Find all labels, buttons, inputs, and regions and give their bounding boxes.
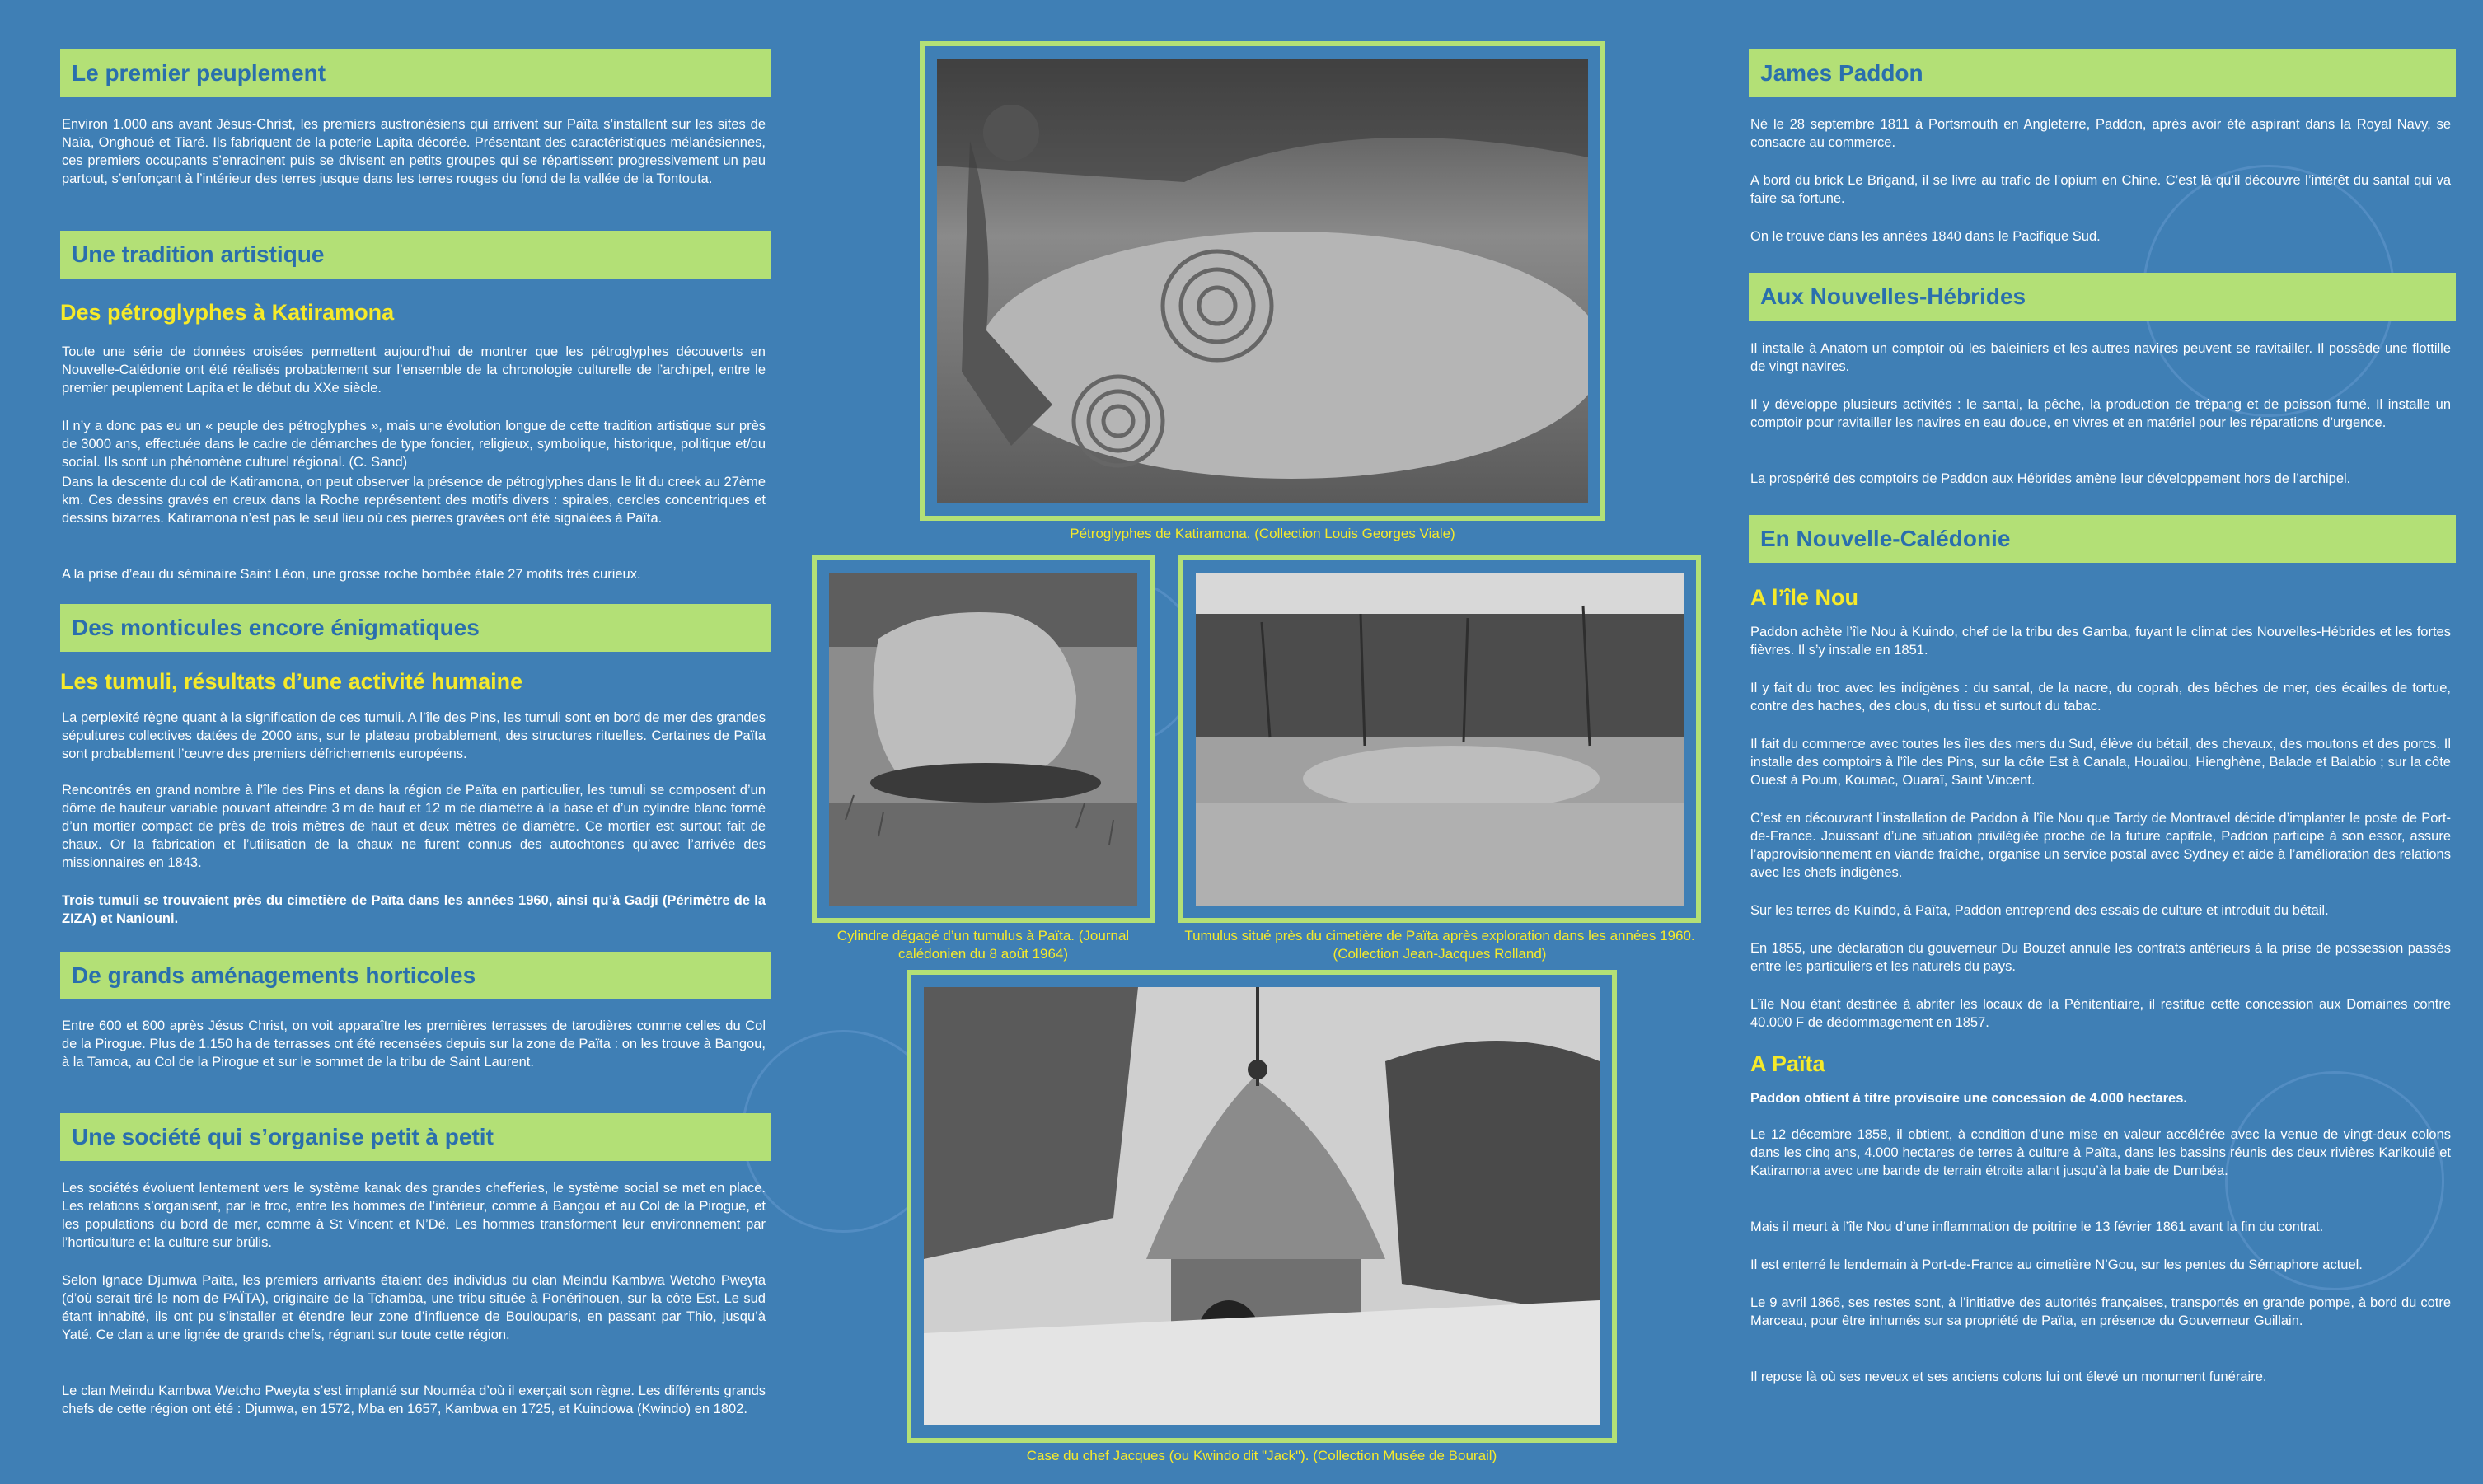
paragraph: Il y développe plusieurs activités : le santal, la pêche, la production de trépang et de poisson fumé. Il installe un comptoir pour ravitailler les navires en eau douce, en vivres et en matériel pour les réparations d’urgence. [1750, 397, 2451, 430]
paragraph: C’est en découvrant l’installation de Paddon à l’île Nou que Tardy de Montravel décide d’implanter le poste de Port-de-France. Jouissant d’une situation privilégiée proche de la future capitale, Paddon participe à son essor, assure l’approvisionnement en viande fraîche, organise un service postal avec Sydney et aide à l’amélioration des relations avec les chefs indigènes. [1750, 811, 2451, 880]
tumulus-cylinder-photo [829, 573, 1137, 906]
case-chef-photo [924, 987, 1600, 1425]
caption-tumulus: Tumulus situé près du cimetière de Païta après exploration dans les années 1960. (Collection Jean-Jacques Rolland) [1184, 928, 1695, 962]
paragraph: Il repose là où ses neveux et ses anciens colons lui ont élevé un monument funéraire. [1750, 1369, 2267, 1384]
caption-case-chef: Case du chef Jacques (ou Kwindo dit "Jack"). (Collection Musée de Bourail) [1026, 1448, 1497, 1463]
photo-frame [812, 555, 1155, 923]
paragraph: Le clan Meindu Kambwa Wetcho Pweyta s’est implanté sur Nouméa d’où il exerçait son règne. Les différents grands chefs de cette région ont été : Djumwa, en 1572, Mba en 1657, Kambwa en 1725, et Kuindowa (Kwindo) en 1802. [62, 1383, 766, 1416]
heading-tradition-artistique: Une tradition artistique [60, 231, 771, 279]
paragraph: Il est enterré le lendemain à Port-de-France au cimetière N’Gou, sur les pentes du Sémaphore actuel. [1750, 1257, 2363, 1272]
photo-frame [1178, 555, 1701, 923]
tumulus-landscape-photo [1196, 573, 1684, 906]
paragraph: Trois tumuli se trouvaient près du cimetière de Païta dans les années 1960, ainsi qu’à Gadji (Périmètre de la ZIZA) et Naniouni. [62, 893, 766, 926]
paragraph: Les sociétés évoluent lentement vers le système kanak des grandes chefferies, le système social se met en place. Les relations s’organisent, par le troc, entre les hommes de l’intérieur, comme à Bangou et au Col de la Pirogue, et les populations du bord de mer, comme à St Vincent et N’Dé. Les hommes transforment leur environnement par l’horticulture et la culture sur brûlis. [62, 1181, 766, 1250]
heading-nouvelle-caledonie: En Nouvelle-Calédonie [1749, 515, 2456, 563]
paragraph: Selon Ignace Djumwa Païta, les premiers arrivants étaient des individus du clan Meindu Kambwa Wetcho Pweyta (d’où serait tiré le nom de PAÏTA), originaire de la Tchamba, une tribu située à Ponérihouen, sur la côte Est. Le sud étant inhabité, ils ont pu s’installer et étendre leur zone d’influence de Boulouparis, en passant par Thio, jusqu’à Yaté. Ce clan a une lignée de grands chefs, régnant sur toute cette région. [62, 1273, 766, 1342]
paragraph: La prospérité des comptoirs de Paddon aux Hébrides amène leur développement hors de l’archipel. [1750, 471, 2351, 486]
paragraph: Toute une série de données croisées permettent aujourd’hui de montrer que les pétroglyphes découverts en Nouvelle-Calédonie ont été réalisés probablement sur l’ensemble de la chronologie culturelle de l’archipel, entre le premier peuplement Lapita et le début du XXe siècle. [62, 344, 766, 396]
caption-petroglyphes: Pétroglyphes de Katiramona. (Collection Louis Georges Viale) [1070, 526, 1455, 541]
subheading-petroglyphes: Des pétroglyphes à Katiramona [60, 300, 395, 325]
paragraph: Sur les terres de Kuindo, à Païta, Paddon entreprend des essais de culture et introduit du bétail. [1750, 903, 2329, 918]
paragraph: Rencontrés en grand nombre à l’île des Pins et dans la région de Païta en particulier, les tumuli se composent d’un dôme de hauteur variable pouvant atteindre 3 m de haut et 12 m de diamètre à la base et d’un cylindre blanc formé d’un mortier compact de près de trois mètres de haut et deux mètres de diamètre. Ce mortier est surtout fait de chaux. Or la fabrication et l’utilisation de la chaux ne furent connus des autochtones qu’avec l’arrivée des missionnaires en 1843. [62, 783, 766, 870]
paragraph: Il n’y a donc pas eu un « peuple des pétroglyphes », mais une évolution longue de cette tradition artistique sur près de 3000 ans, effectuée dans le cadre de démarches de type foncier, religieux, symbolique, historique, politique et/ou social. Ils sont un phénomène culturel régional. (C. Sand) [62, 419, 766, 470]
paragraph: Paddon obtient à titre provisoire une concession de 4.000 hectares. [1750, 1091, 2187, 1106]
petroglyph-photo [937, 59, 1588, 503]
paragraph: Mais il meurt à l’île Nou d’une inflammation de poitrine le 13 février 1861 avant la fin du contrat. [1750, 1220, 2324, 1234]
paragraph: Né le 28 septembre 1811 à Portsmouth en Angleterre, Paddon, après avoir été aspirant dans la Royal Navy, se consacre au commerce. [1750, 117, 2451, 150]
paragraph: Paddon achète l’île Nou à Kuindo, chef de la tribu des Gamba, fuyant le climat des Nouvelles-Hébrides et les fortes fièvres. Il s’y installe en 1851. [1750, 625, 2451, 658]
paragraph: L’île Nou étant destinée à abriter les locaux de la Pénitentiaire, il restitue cette concession aux Domaines contre 40.000 F de dédommagement en 1857. [1750, 997, 2451, 1030]
heading-amenagements-horticoles: De grands aménagements horticoles [60, 952, 771, 999]
subheading-a-paita: A Païta [1750, 1051, 1825, 1076]
paragraph: Dans la descente du col de Katiramona, on peut observer la présence de pétroglyphes dans le lit du creek au 27ème km. Ces dessins gravés en creux dans la Roche représentent des motifs divers : spirales, cercles concentriques et dessins bizarres. Katiramona n’est pas le seul lieu où ces pierres gravées ont été signalées à Païta. [62, 475, 766, 526]
paragraph: Environ 1.000 ans avant Jésus-Christ, les premiers austronésiens qui arrivent sur Païta s’installent sur les sites de Naïa, Onghoué et Tiaré. Ils fabriquent de la poterie Lapita décorée. Présentant des caractéristiques mélanésiennes, ces premiers occupants s’enracinent puis se divisent en petits groupes qui se répartissent progressivement un peu partout, s’enfonçant à l’intérieur des terres jusque dans les terres rouges du fond de la vallée de la Tontouta. [62, 117, 766, 186]
heading-nouvelles-hebrides: Aux Nouvelles-Hébrides [1749, 273, 2456, 321]
subheading-tumuli: Les tumuli, résultats d’une activité humaine [60, 669, 523, 694]
paragraph: Entre 600 et 800 après Jésus Christ, on voit apparaître les premières terrasses de tarodières comme celles du Col de la Pirogue. Plus de 1.150 ha de terrasses ont été recensées depuis sur la zone de Païta : on les trouve à Bangou, à la Tamoa, au Col de la Pirogue et sur le sommet de la tribu de Saint Laurent. [62, 1018, 766, 1070]
paragraph: Le 12 décembre 1858, il obtient, à condition d’une mise en valeur accélérée avec la venue de vingt-deux colons dans les cinq ans, 4.000 hectares de terres à culture à Païta, dans les bassins réunis des deux rivières Karikouié et Katiramona avec une bande de terrain étroite allant jusqu’à la baie de Dumbéa. [1750, 1127, 2451, 1178]
subheading-ile-nou: A l’île Nou [1750, 585, 1859, 610]
paragraph: Il installe à Anatom un comptoir où les baleiniers et les autres navires peuvent se ravitailler. Il possède une flottille de vingt navires. [1750, 341, 2451, 374]
photo-frame [920, 41, 1605, 521]
heading-premier-peuplement: Le premier peuplement [60, 49, 771, 97]
paragraph: La perplexité règne quant à la signification de ces tumuli. A l’île des Pins, les tumuli sont en bord de mer des grandes sépultures collectives datées de 2000 ans, sur le plateau probablement, des structures rituelles. Certaines de Païta sont probablement l’œuvre des premiers défrichements européens. [62, 710, 766, 761]
heading-james-paddon: James Paddon [1749, 49, 2456, 97]
paragraph: Il fait du commerce avec toutes les îles des mers du Sud, élève du bétail, des chevaux, des moutons et des porcs. Il installe des comptoirs à l’île des Pins, sur la côte Est à Canala, Houailou, Hienghène, Balade et Balabio ; sur la côte Ouest à Poum, Koumac, Ouaraï, Saint Vincent. [1750, 737, 2451, 788]
paragraph: A bord du brick Le Brigand, il se livre au trafic de l’opium en Chine. C’est là qu’il découvre l’intérêt du santal qui va faire sa fortune. [1750, 173, 2451, 206]
caption-cylindre: Cylindre dégagé d’un tumulus à Païta. (Journal calédonien du 8 août 1964) [836, 928, 1130, 962]
paragraph: Le 9 avril 1866, ses restes sont, à l’initiative des autorités françaises, transportés en grande pompe, à bord du cotre Marceau, pour être inhumés sur sa propriété de Païta, en présence du Gouverneur Guillain. [1750, 1295, 2451, 1328]
heading-monticules: Des monticules encore énigmatiques [60, 604, 771, 652]
heading-societe: Une société qui s’organise petit à petit [60, 1113, 771, 1161]
paragraph: A la prise d’eau du séminaire Saint Léon, une grosse roche bombée étale 27 motifs très curieux. [62, 567, 641, 582]
paragraph: On le trouve dans les années 1840 dans le Pacifique Sud. [1750, 229, 2101, 244]
photo-frame [907, 970, 1617, 1443]
paragraph: En 1855, une déclaration du gouverneur Du Bouzet annule les contrats antérieurs à la prise de possession passés entre les particuliers et les naturels du pays. [1750, 941, 2451, 974]
paragraph: Il y fait du troc avec les indigènes : du santal, de la nacre, du coprah, des bêches de mer, des écailles de tortue, contre des haches, des clous, du tissu et surtout du tabac. [1750, 681, 2451, 714]
